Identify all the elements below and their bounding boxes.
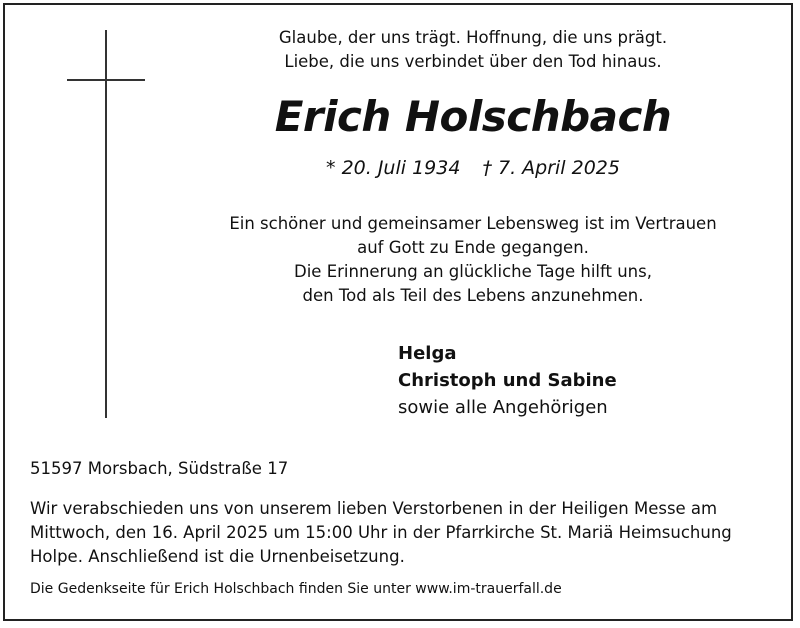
- life-dates: [200, 154, 746, 182]
- service-info-line-3: Holpe. Anschließend ist die Urnenbeisetzung.: [30, 547, 405, 566]
- cross-vertical-bar: [105, 30, 107, 418]
- birth-date: * 20. Juli 1934: [326, 157, 461, 179]
- memorial-text-line-4: den Tod als Teil des Lebens anzunehmen.: [302, 286, 644, 305]
- memorial-text: [200, 212, 746, 308]
- service-info: [30, 497, 780, 569]
- address: 51597 Morsbach, Südstraße 17: [30, 459, 289, 478]
- deceased-name: Erich Holschbach: [274, 92, 672, 141]
- service-info-line-1: Wir verabschieden uns von unserem lieben Verstorbenen in der Heiligen Messe am: [30, 499, 718, 518]
- mourner-helga: Helga: [398, 343, 457, 364]
- death-date: † 7. April 2025: [482, 157, 620, 179]
- memorial-text-line-2: auf Gott zu Ende gegangen.: [357, 238, 589, 257]
- motto-line-1: Glaube, der uns trägt. Hoffnung, die uns prägt.: [278, 28, 668, 47]
- memorial-page-note: Die Gedenkseite für Erich Holschbach finden Sie unter www.im-trauerfall.de: [30, 581, 562, 597]
- cross-horizontal-bar: [67, 79, 145, 81]
- motto-line-2: Liebe, die uns verbindet über den Tod hinaus.: [284, 52, 662, 71]
- mourner-relatives: sowie alle Angehörigen: [398, 397, 608, 418]
- mourner-christoph-sabine: Christoph und Sabine: [398, 370, 617, 391]
- motto: [200, 26, 746, 74]
- memorial-text-line-1: Ein schöner und gemeinsamer Lebensweg ist im Vertrauen: [229, 214, 717, 233]
- memorial-text-line-3: Die Erinnerung an glückliche Tage hilft uns,: [294, 262, 652, 281]
- mourners: [398, 340, 778, 421]
- service-info-line-2: Mittwoch, den 16. April 2025 um 15:00 Uhr in der Pfarrkirche St. Mariä Heimsuchung: [30, 523, 732, 542]
